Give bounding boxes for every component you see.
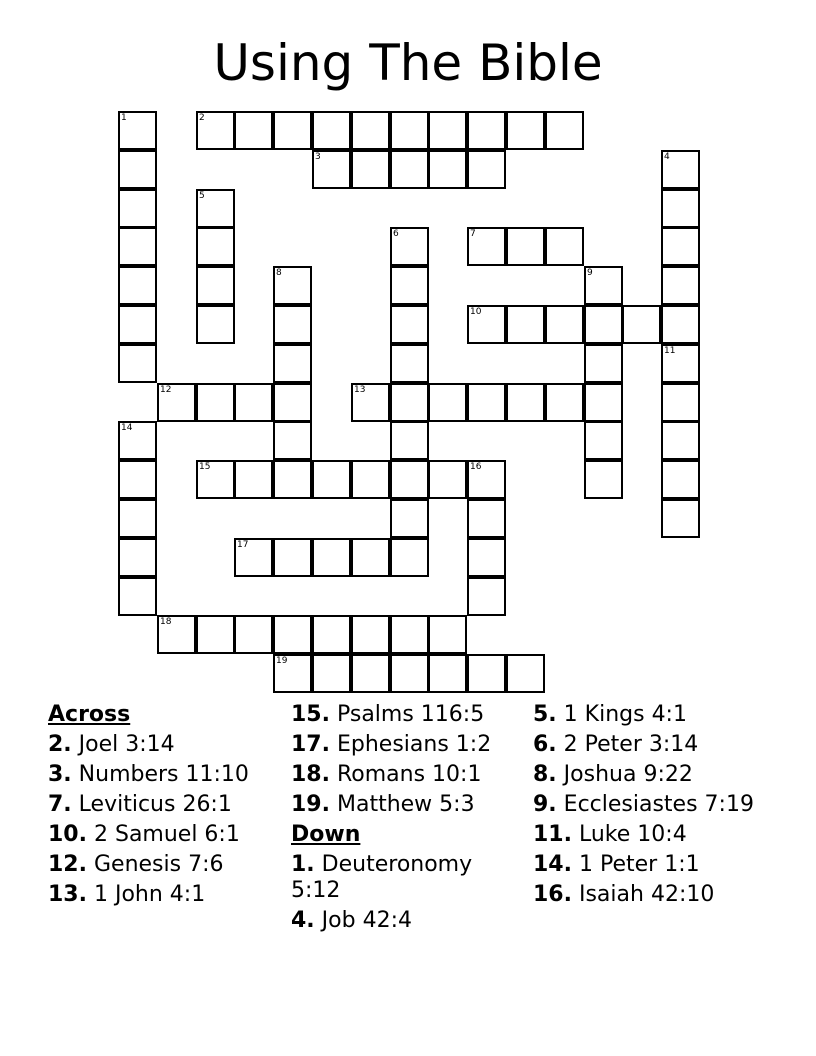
grid-cell[interactable]	[273, 421, 312, 460]
grid-cell[interactable]	[390, 615, 429, 654]
grid-cell[interactable]	[545, 383, 584, 422]
clue-text: 2 Peter 3:14	[563, 732, 699, 757]
grid-cell[interactable]	[622, 305, 661, 344]
grid-cell[interactable]	[467, 111, 506, 150]
grid-cell[interactable]	[118, 266, 157, 305]
clue-number: 1.	[291, 852, 315, 877]
grid-cell[interactable]	[584, 266, 623, 305]
clue-number-label: 13	[354, 385, 366, 395]
clue-text: 2 Samuel 6:1	[93, 822, 240, 847]
grid-cell[interactable]	[351, 654, 390, 693]
grid-cell[interactable]	[234, 615, 273, 654]
grid-cell[interactable]	[545, 111, 584, 150]
grid-cell[interactable]	[118, 111, 157, 150]
grid-cell[interactable]	[234, 111, 273, 150]
grid-cell[interactable]	[196, 383, 235, 422]
grid-cell[interactable]	[506, 305, 545, 344]
grid-cell[interactable]	[584, 460, 623, 499]
clue-text: Joel 3:14	[78, 732, 175, 757]
grid-cell[interactable]	[661, 421, 700, 460]
clue-number-label: 12	[160, 385, 172, 395]
grid-cell[interactable]	[118, 577, 157, 616]
grid-cell[interactable]	[196, 615, 235, 654]
grid-cell[interactable]	[467, 305, 506, 344]
grid-cell[interactable]	[467, 383, 506, 422]
grid-cell[interactable]	[157, 383, 196, 422]
clue-number: 4.	[291, 908, 315, 933]
clue-item	[291, 702, 526, 728]
clue-text: Luke 10:4	[578, 822, 687, 847]
grid-cell[interactable]	[390, 654, 429, 693]
grid-cell[interactable]	[506, 383, 545, 422]
grid-cell[interactable]	[118, 305, 157, 344]
clue-number-label: 19	[276, 656, 288, 666]
grid-cell[interactable]	[273, 111, 312, 150]
clue-text: Isaiah 42:10	[578, 882, 715, 907]
clue-number-label: 17	[237, 540, 249, 550]
clue-item	[291, 762, 526, 788]
clue-number-label: 15	[199, 462, 211, 472]
grid-cell[interactable]	[273, 654, 312, 693]
grid-cell[interactable]	[506, 111, 545, 150]
grid-cell[interactable]	[584, 305, 623, 344]
clue-item	[533, 852, 773, 878]
grid-cell[interactable]	[428, 111, 467, 150]
grid-cell[interactable]	[467, 150, 506, 189]
grid-cell[interactable]	[661, 189, 700, 228]
clue-number-label: 9	[587, 268, 593, 278]
clue-text: Romans 10:1	[336, 762, 482, 787]
clue-item	[48, 792, 278, 818]
grid-cell[interactable]	[118, 421, 157, 460]
grid-cell[interactable]	[118, 344, 157, 383]
grid-cell[interactable]	[390, 538, 429, 577]
clue-column-3	[533, 702, 773, 912]
grid-cell[interactable]	[467, 654, 506, 693]
grid-cell[interactable]	[390, 383, 429, 422]
clue-number: 5.	[533, 702, 557, 727]
grid-cell[interactable]	[584, 344, 623, 383]
grid-cell[interactable]	[273, 538, 312, 577]
clue-number-label: 7	[470, 229, 476, 239]
clue-number: 16.	[533, 882, 572, 907]
grid-cell[interactable]	[196, 266, 235, 305]
clue-item	[48, 732, 278, 758]
grid-cell[interactable]	[390, 421, 429, 460]
grid-cell[interactable]	[467, 499, 506, 538]
grid-cell[interactable]	[312, 538, 351, 577]
clue-number-label: 2	[199, 113, 205, 123]
clue-item	[291, 908, 526, 934]
clue-text: 1 Kings 4:1	[563, 702, 687, 727]
clue-number: 12.	[48, 852, 87, 877]
clue-number-label: 16	[470, 462, 482, 472]
grid-cell[interactable]	[390, 266, 429, 305]
clue-text: Matthew 5:3	[336, 792, 475, 817]
clue-number: 19.	[291, 792, 330, 817]
grid-cell[interactable]	[273, 266, 312, 305]
grid-cell[interactable]	[390, 344, 429, 383]
grid-cell[interactable]	[273, 344, 312, 383]
grid-cell[interactable]	[351, 460, 390, 499]
grid-cell[interactable]	[196, 111, 235, 150]
grid-cell[interactable]	[661, 266, 700, 305]
clue-number: 7.	[48, 792, 72, 817]
grid-cell[interactable]	[234, 460, 273, 499]
clue-number: 6.	[533, 732, 557, 757]
grid-cell[interactable]	[234, 383, 273, 422]
clue-column-2	[291, 702, 526, 938]
clue-item	[48, 822, 278, 848]
grid-cell[interactable]	[234, 538, 273, 577]
grid-cell[interactable]	[467, 538, 506, 577]
clue-number-label: 4	[664, 152, 670, 162]
clue-number-label: 14	[121, 423, 133, 433]
clue-number: 13.	[48, 882, 87, 907]
clue-number-label: 1	[121, 113, 127, 123]
grid-cell[interactable]	[584, 421, 623, 460]
clue-text: Job 42:4	[321, 908, 412, 933]
grid-cell[interactable]	[118, 460, 157, 499]
grid-cell[interactable]	[196, 460, 235, 499]
grid-cell[interactable]	[428, 383, 467, 422]
clue-text: Joshua 9:22	[563, 762, 693, 787]
grid-cell[interactable]	[118, 227, 157, 266]
grid-cell[interactable]	[390, 227, 429, 266]
grid-cell[interactable]	[506, 227, 545, 266]
clue-text: Leviticus 26:1	[78, 792, 232, 817]
clue-number: 18.	[291, 762, 330, 787]
clue-item	[48, 882, 278, 908]
clue-number: 17.	[291, 732, 330, 757]
grid-cell[interactable]	[661, 150, 700, 189]
clue-text: 1 John 4:1	[93, 882, 206, 907]
clue-number: 11.	[533, 822, 572, 847]
clue-number-label: 11	[664, 346, 676, 356]
grid-cell[interactable]	[351, 383, 390, 422]
grid-cell[interactable]	[312, 654, 351, 693]
grid-cell[interactable]	[428, 460, 467, 499]
grid-cell[interactable]	[351, 615, 390, 654]
grid-cell[interactable]	[545, 305, 584, 344]
down-heading: Down	[291, 822, 361, 847]
grid-cell[interactable]	[661, 305, 700, 344]
grid-cell[interactable]	[467, 227, 506, 266]
clue-number: 2.	[48, 732, 72, 757]
clue-item	[533, 702, 773, 728]
grid-cell[interactable]	[351, 111, 390, 150]
grid-cell[interactable]	[196, 227, 235, 266]
grid-cell[interactable]	[661, 383, 700, 422]
grid-cell[interactable]	[273, 305, 312, 344]
clue-number: 8.	[533, 762, 557, 787]
grid-cell[interactable]	[118, 150, 157, 189]
clue-text: 1 Peter 1:1	[578, 852, 700, 877]
grid-cell[interactable]	[428, 150, 467, 189]
grid-cell[interactable]	[506, 654, 545, 693]
clue-column-1	[48, 702, 278, 912]
clue-text: Ecclesiastes 7:19	[563, 792, 754, 817]
clue-item	[533, 732, 773, 758]
clue-text: Numbers 11:10	[78, 762, 249, 787]
grid-cell[interactable]	[273, 383, 312, 422]
grid-cell[interactable]	[390, 460, 429, 499]
clue-item	[533, 822, 773, 848]
clue-item	[291, 732, 526, 758]
grid-cell[interactable]	[118, 538, 157, 577]
clue-text: Deuteronomy 5:12	[291, 852, 473, 903]
clue-text: Ephesians 1:2	[336, 732, 492, 757]
clue-number-label: 5	[199, 191, 205, 201]
clue-item	[48, 852, 278, 878]
grid-cell[interactable]	[312, 111, 351, 150]
clue-item	[533, 792, 773, 818]
grid-cell[interactable]	[273, 460, 312, 499]
grid-cell[interactable]	[584, 383, 623, 422]
grid-cell[interactable]	[157, 615, 196, 654]
clue-item	[291, 792, 526, 818]
puzzle-title: Using The Bible	[213, 34, 603, 92]
clue-text: Psalms 116:5	[336, 702, 485, 727]
grid-cell[interactable]	[661, 227, 700, 266]
grid-cell[interactable]	[351, 150, 390, 189]
clue-item	[291, 852, 526, 904]
across-heading: Across	[48, 702, 131, 727]
grid-cell[interactable]	[196, 189, 235, 228]
clue-number: 15.	[291, 702, 330, 727]
grid-cell[interactable]	[390, 305, 429, 344]
grid-cell[interactable]	[661, 460, 700, 499]
clue-item	[48, 762, 278, 788]
grid-cell[interactable]	[312, 150, 351, 189]
clue-item	[533, 882, 773, 908]
grid-cell[interactable]	[390, 150, 429, 189]
grid-cell[interactable]	[661, 344, 700, 383]
grid-cell[interactable]	[428, 615, 467, 654]
grid-cell[interactable]	[390, 499, 429, 538]
clue-number: 9.	[533, 792, 557, 817]
grid-cell[interactable]	[351, 538, 390, 577]
grid-cell[interactable]	[312, 615, 351, 654]
clue-text: Genesis 7:6	[93, 852, 224, 877]
grid-cell[interactable]	[545, 227, 584, 266]
clue-number: 14.	[533, 852, 572, 877]
grid-cell[interactable]	[390, 111, 429, 150]
clue-item	[533, 762, 773, 788]
grid-cell[interactable]	[428, 654, 467, 693]
clue-number: 10.	[48, 822, 87, 847]
clue-number-label: 18	[160, 617, 172, 627]
grid-cell[interactable]	[118, 499, 157, 538]
grid-cell[interactable]	[467, 577, 506, 616]
clue-number-label: 6	[393, 229, 399, 239]
clue-number-label: 3	[315, 152, 321, 162]
grid-cell[interactable]	[312, 460, 351, 499]
grid-cell[interactable]	[661, 499, 700, 538]
grid-cell[interactable]	[273, 615, 312, 654]
clue-number: 3.	[48, 762, 72, 787]
clue-number-label: 8	[276, 268, 282, 278]
grid-cell[interactable]	[196, 305, 235, 344]
grid-cell[interactable]	[118, 189, 157, 228]
grid-cell[interactable]	[467, 460, 506, 499]
clue-number-label: 10	[470, 307, 482, 317]
